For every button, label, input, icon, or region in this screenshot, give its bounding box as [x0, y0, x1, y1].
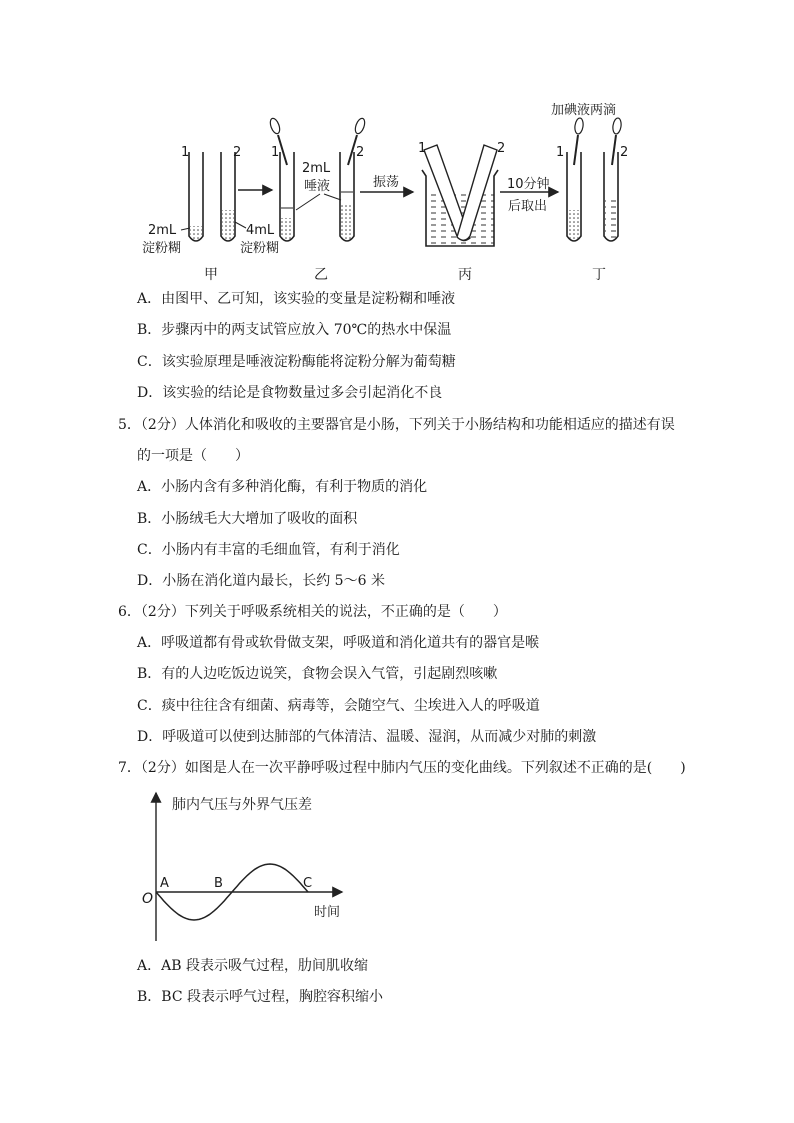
panel-label-jia: 甲: [204, 267, 218, 283]
label-tube-ding-2: 2: [620, 145, 629, 160]
tube-ding-2: [604, 118, 622, 241]
tube-jia-2: [221, 152, 235, 241]
panel-label-yi: 乙: [314, 267, 328, 283]
label-iodine: 加碘液两滴: [551, 103, 617, 118]
q4-option-c[interactable]: C．该实验原理是唾液淀粉酶能将淀粉分解为葡萄糖: [137, 354, 456, 370]
label-tube-yi-2: 2: [356, 145, 365, 160]
q6-option-a[interactable]: A．呼吸道都有骨或软骨做支架，呼吸道和消化道共有的器官是喉: [137, 635, 540, 651]
label-take-out: 后取出: [508, 199, 548, 214]
q4-option-b[interactable]: B．步骤丙中的两支试管应放入 70℃的热水中保温: [137, 322, 452, 338]
q6-option-c[interactable]: C．痰中往往含有细菌、病毒等，会随空气、尘埃进入人的呼吸道: [137, 698, 540, 714]
q4-option-a[interactable]: A．由图甲、乙可知，该实验的变量是淀粉糊和唾液: [137, 291, 456, 307]
label-tube-yi-1: 1: [271, 145, 280, 160]
q7-stem: 7．（2分）如图是人在一次平静呼吸过程中肺内气压的变化曲线。下列叙述不正确的是( ): [118, 760, 686, 776]
panel-label-ding: 丁: [592, 267, 606, 283]
label-2ml-starch-name: 淀粉糊: [142, 241, 182, 256]
q5-option-c[interactable]: C．小肠内有丰富的毛细血管，有利于消化: [137, 542, 400, 558]
starch-experiment-figure: [0, 0, 794, 290]
label-shake: 振荡: [373, 175, 400, 190]
label-tube-bing-2: 2: [497, 141, 506, 156]
tube-jia-1: [189, 152, 203, 241]
q5-option-b[interactable]: B．小肠绒毛大大增加了吸收的面积: [137, 511, 358, 527]
q7-option-b[interactable]: B．BC 段表示呼气过程，胸腔容积缩小: [137, 989, 383, 1005]
q7-option-a[interactable]: A．AB 段表示吸气过程，肋间肌收缩: [137, 958, 368, 974]
label-tube-bing-1: 1: [418, 141, 427, 156]
tube-yi-2: [340, 117, 366, 241]
label-tube-jia-1: 1: [181, 145, 190, 160]
graph-y-label: 肺内气压与外界气压差: [172, 797, 312, 813]
label-saliva-amount: 2mL: [302, 161, 331, 176]
tube-ding-1: [567, 118, 584, 241]
graph-point-c: C: [303, 876, 313, 891]
label-2ml-starch: 2mL: [148, 223, 177, 238]
beaker-bing: [422, 145, 498, 246]
graph-point-b: B: [214, 876, 223, 891]
q5-stem-line2: 的一项是（ ）: [137, 448, 249, 464]
graph-origin-label: O: [142, 891, 154, 907]
label-4ml-starch-name: 淀粉糊: [240, 241, 280, 256]
q6-stem: 6．（2分）下列关于呼吸系统相关的说法，不正确的是（ ）: [118, 604, 507, 620]
label-10min: 10分钟: [507, 177, 550, 192]
panel-label-bing: 丙: [458, 267, 472, 283]
label-tube-ding-1: 1: [556, 145, 565, 160]
q5-option-d[interactable]: D．小肠在消化道内最长，长约 5～6 米: [137, 573, 385, 589]
graph-x-label: 时间: [314, 905, 341, 920]
q6-option-d[interactable]: D．呼吸道可以使到达肺部的气体清洁、温暖、湿润，从而减少对肺的刺激: [137, 729, 597, 745]
q4-option-d[interactable]: D．该实验的结论是食物数量过多会引起消化不良: [137, 385, 443, 401]
label-4ml-starch: 4mL: [246, 223, 275, 238]
q5-stem-line1: 5．（2分）人体消化和吸收的主要器官是小肠，下列关于小肠结构和功能相适应的描述有误: [118, 417, 675, 433]
graph-point-a: A: [160, 876, 169, 891]
label-tube-jia-2: 2: [233, 145, 242, 160]
q6-option-b[interactable]: B．有的人边吃饭边说笑，食物会误入气管，引起剧烈咳嗽: [137, 666, 498, 682]
q5-option-a[interactable]: A．小肠内含有多种消化酶，有利于物质的消化: [137, 479, 428, 495]
label-saliva: 唾液: [304, 179, 331, 194]
lung-pressure-graph: [130, 785, 360, 950]
